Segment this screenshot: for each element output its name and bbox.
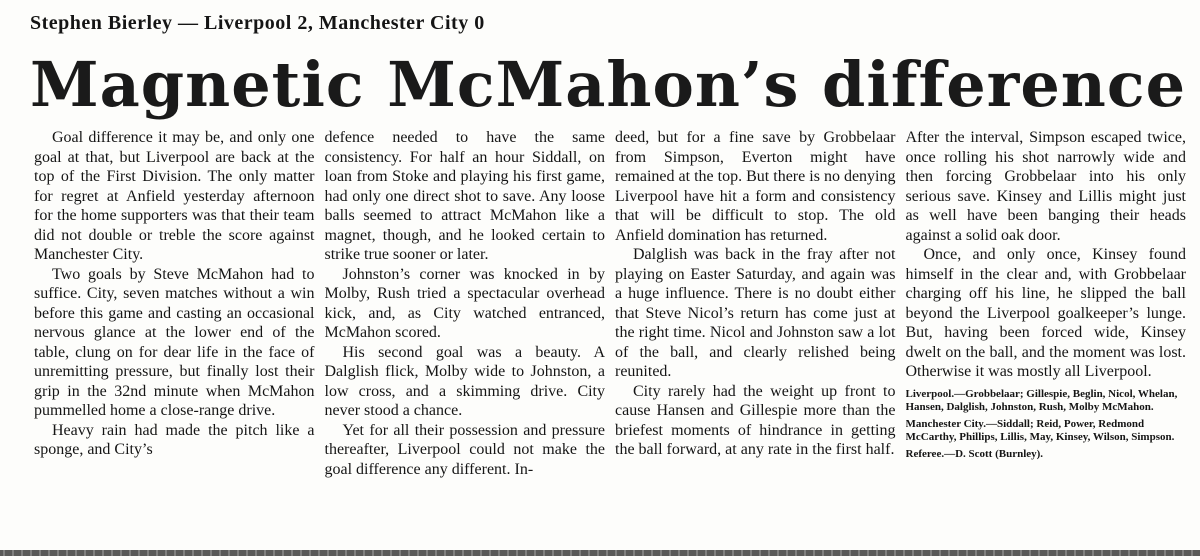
bottom-rule bbox=[0, 550, 1200, 556]
paragraph: Yet for all their possession and pressure thereafter, Liverpool could not make the goal difference any different. In- bbox=[324, 421, 605, 478]
paragraph: After the interval, Simpson escaped twice, once rolling his shot narrowly wide and then forcing Grobbelaar into his only serious save. Kinsey and Lillis might just as well have been banging their heads against a solid oak door. bbox=[905, 129, 1186, 244]
paragraph: Dalglish was back in the fray after not playing on Easter Saturday, and again was a huge influence. There is no doubt either that Steve Nicol’s return has come just at the right time. Nicol and Johnston saw a lot of the ball, and clearly relished being reunited. bbox=[615, 246, 896, 380]
article-column-2 bbox=[325, 128, 606, 548]
article-column-3 bbox=[615, 128, 896, 548]
paragraph: Heavy rain had made the pitch like a sponge, and City’s bbox=[34, 421, 315, 458]
paragraph: City rarely had the weight up front to cause Hansen and Gillespie more than the briefest moments of hindrance in getting the ball forward, at any rate in the first half. bbox=[615, 382, 896, 458]
paragraph: His second goal was a beauty. A Dalglish flick, Molby wide to Johnston, a low cross, and a skimming drive. City never stood a chance. bbox=[324, 343, 605, 419]
manchester-city-lineup: Manchester City.—Siddall; Reid, Power, Redmond McCarthy, Phillips, Lillis, May, Kinsey, Wilson, Simpson. bbox=[905, 417, 1175, 443]
byline: Stephen Bierley — Liverpool 2, Manchester City 0 bbox=[30, 12, 485, 34]
paragraph: Johnston’s corner was knocked in by Molby, Rush tried a spectacular overhead kick, and, as City watched entranced, McMahon scored. bbox=[324, 265, 605, 341]
headline: Magnetic McMahon’s difference bbox=[30, 48, 1187, 121]
liverpool-lineup: Liverpool.—Grobbelaar; Gillespie, Beglin, Nicol, Whelan, Hansen, Dalglish, Johnston, Rush, Molby McMahon. bbox=[905, 387, 1178, 413]
paragraph: Once, and only once, Kinsey found himself in the clear and, with Grobbelaar charging off his line, he slipped the ball beyond the Liverpool goalkeeper’s lunge. But, having been forced wide, Kinsey dwelt on the ball, and the moment was lost. Otherwise it was mostly all Liverpool. bbox=[905, 246, 1186, 380]
team-lineups bbox=[906, 388, 1187, 461]
paragraph: Two goals by Steve McMahon had to suffice. City, seven matches without a win before this game and casting an occasional nervous glance at the lower end of the table, clung on for dear life in the face of unremitting pressure, but finally lost their grip in the 32nd minute when McMahon pummelled home a close-range drive. bbox=[34, 265, 315, 419]
article-column-1 bbox=[34, 128, 315, 548]
article-column-4 bbox=[906, 128, 1187, 548]
article-body bbox=[34, 128, 1186, 548]
paragraph: defence needed to have the same consistency. For half an hour Siddall, on loan from Stoke and playing his first game, had only one direct shot to save. Any loose balls seemed to attract McMahon like a magnet, though, and he looked certain to strike true sooner or later. bbox=[324, 129, 605, 263]
referee-line: Referee.—D. Scott (Burnley). bbox=[905, 447, 1044, 460]
paragraph: deed, but for a fine save by Grobbelaar from Simpson, Everton might have remained at the top. But there is no denying Liverpool have hit a form and consistency that will be difficult to stop. The old Anfield domination has returned. bbox=[615, 129, 896, 244]
paragraph: Goal difference it may be, and only one goal at that, but Liverpool are back at the top of the First Division. The only matter for regret at Anfield yesterday afternoon for the home supporters was that their team did not double or treble the score against Manchester City. bbox=[34, 129, 315, 263]
